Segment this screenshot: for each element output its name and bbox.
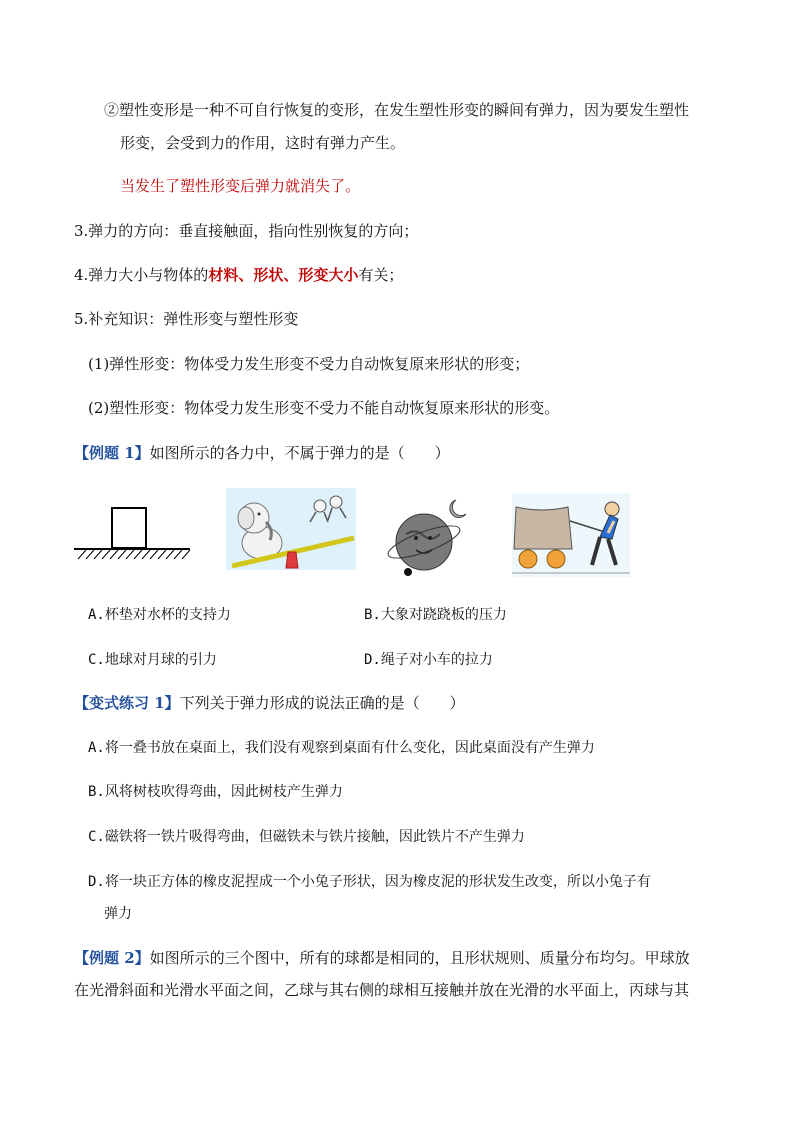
- plastic-note: 当发生了塑性形变后弹力就消失了。: [120, 177, 361, 195]
- practice-1-option-a[interactable]: A.将一叠书放在桌面上，我们没有观察到桌面有什么变化，因此桌面没有产生弹力: [88, 740, 595, 756]
- example-2-text-1: 如图所示的三个图中，所有的球都是相同的，且形状规则、质量分布均匀。甲球放: [149, 949, 690, 967]
- item-4-prefix: 4.弹力大小与物体的: [74, 266, 209, 284]
- practice-1-tag: 【变式练习 1】: [74, 694, 180, 712]
- hatch-lines: [78, 550, 190, 559]
- practice-1-option-d-cont: 弹力: [104, 906, 132, 922]
- earth-shape: [396, 514, 452, 570]
- cart-wheel-left: [519, 550, 537, 568]
- figure-elephant-seesaw: [226, 488, 356, 570]
- example-1-question: 如图所示的各力中，不属于弹力的是（ ）: [149, 444, 450, 462]
- seesaw-pivot: [286, 552, 298, 568]
- practice-1-option-b[interactable]: B.风将树枝吹得弯曲，因此树枝产生弹力: [88, 784, 343, 800]
- practice-1-stem: [74, 693, 465, 713]
- practice-1-option-d[interactable]: D.将一块正方体的橡皮泥捏成一个小兔子形状，因为橡皮泥的形状发生改变，所以小兔子有: [88, 874, 651, 890]
- item-4-highlight: 材料、形状、形变大小: [208, 266, 359, 284]
- item-5-title: 5.补充知识：弹性形变与塑性形变: [74, 310, 299, 328]
- example-2-tag: 【例题 2】: [74, 949, 150, 967]
- item-5-sub-1: (1)弹性形变：物体受力发生形变不受力自动恢复原来形状的形变；: [88, 355, 530, 373]
- example-2-line-1: [74, 948, 690, 968]
- example-2-line-2: 在光滑斜面和光滑水平面之间，乙球与其右侧的球相互接触并放在光滑的水平面上，丙球与其: [74, 981, 690, 999]
- example-1-option-d[interactable]: D.绳子对小车的拉力: [364, 652, 493, 668]
- figure-earth-moon: [386, 490, 478, 580]
- item-4: [74, 265, 403, 285]
- item-5-sub-2: (2)塑性形变：物体受力发生形变不受力不能自动恢复原来形状的形变。: [88, 399, 560, 417]
- practice-1-option-c[interactable]: C.磁铁将一铁片吸得弯曲，但磁铁未与铁片接触，因此铁片不产生弹力: [88, 829, 525, 845]
- figure-cart-rope: [512, 493, 630, 577]
- practice-1-question: 下列关于弹力形成的说法正确的是（ ）: [179, 694, 465, 712]
- cup-shape: [112, 508, 146, 548]
- cart-wheel-right: [547, 550, 565, 568]
- example-1-option-c[interactable]: C.地球对月球的引力: [88, 652, 217, 668]
- plastic-line-2: 形变，会受到力的作用，这时有弹力产生。: [120, 134, 406, 152]
- plastic-line-1: ②塑性变形是一种不可自行恢复的变形，在发生塑性形变的瞬间有弹力，因为要发生塑性: [104, 101, 690, 119]
- item-4-suffix: 有关；: [358, 266, 404, 284]
- example-1-option-b[interactable]: B.大象对跷跷板的压力: [364, 607, 507, 623]
- example-1-tag: 【例题 1】: [74, 444, 150, 462]
- orbit-marker: [404, 568, 412, 576]
- figure-cup-on-coaster: [72, 505, 192, 565]
- item-3: 3.弹力的方向：垂直接触面，指向性别恢复的方向；: [74, 222, 419, 240]
- example-1-stem: [74, 443, 450, 463]
- example-1-option-a[interactable]: A.杯垫对水杯的支持力: [88, 607, 231, 623]
- moon-shape: [450, 500, 466, 518]
- cart-body: [514, 507, 572, 549]
